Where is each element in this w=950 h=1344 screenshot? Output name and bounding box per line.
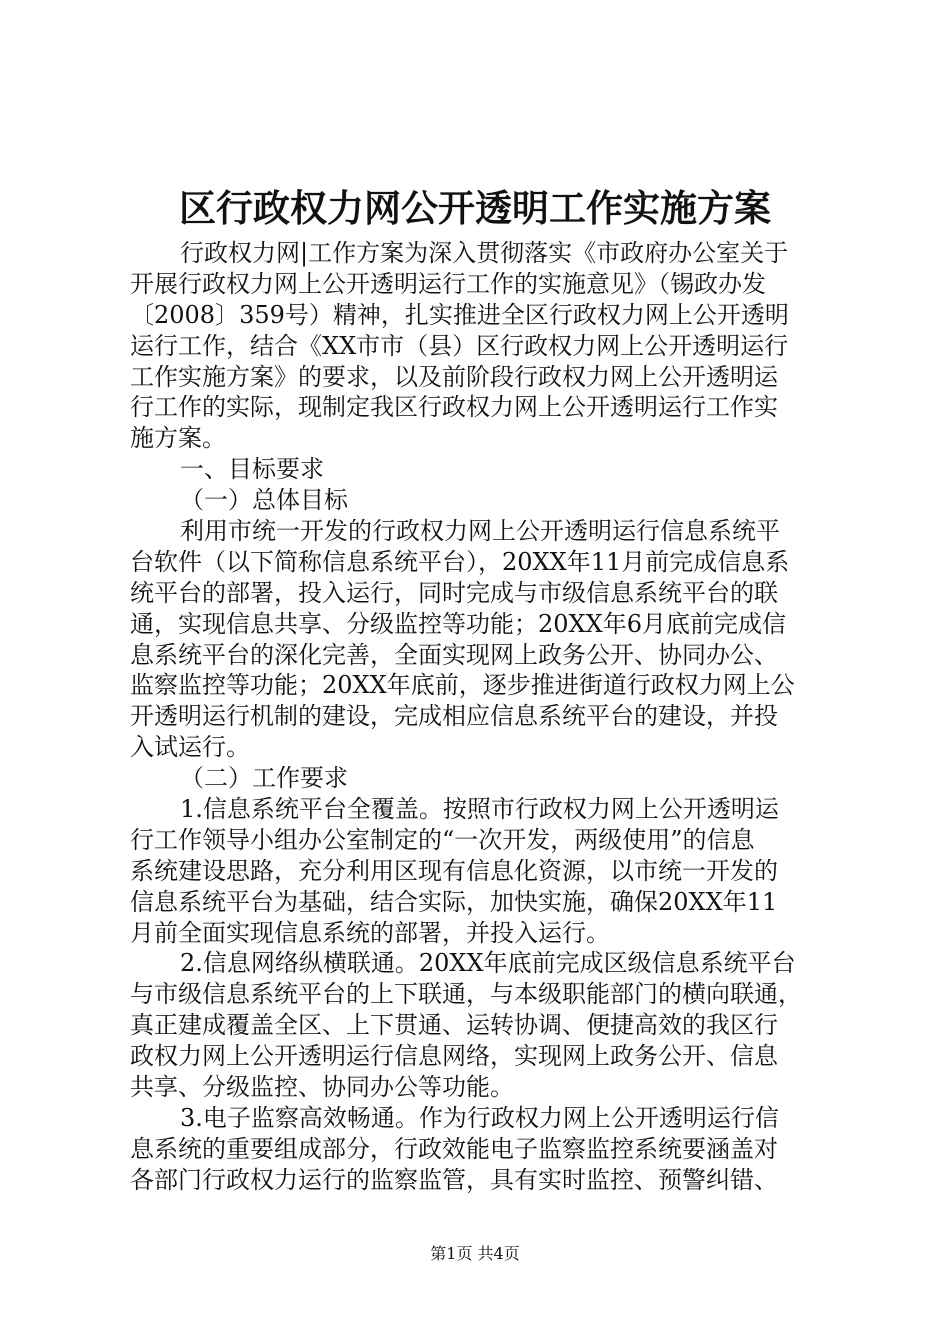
paragraph-line: 各部门行政权力运行的监察监管，具有实时监控、预警纠错、 xyxy=(130,1165,778,1194)
subsection-heading: （一）总体目标 xyxy=(180,486,348,515)
paragraph-line: 行工作的实际，现制定我区行政权力网上公开透明运行工作实 xyxy=(130,393,778,422)
paragraph-line: 政权力网上公开透明运行信息网络，实现网上政务公开、信息 xyxy=(130,1042,778,1071)
paragraph-line: 利用市统一开发的行政权力网上公开透明运行信息系统平 xyxy=(180,517,780,546)
paragraph-line: 共享、分级监控、协同办公等功能。 xyxy=(130,1073,514,1102)
paragraph-line: 行工作领导小组办公室制定的“一次开发，两级使用”的信息 xyxy=(130,825,755,854)
paragraph-line: 开透明运行机制的建设，完成相应信息系统平台的建设，并投 xyxy=(130,702,778,731)
paragraph-line: 2.信息网络纵横联通。20XX年底前完成区级信息系统平台 xyxy=(180,949,796,978)
paragraph-line: 息系统平台的深化完善，全面实现网上政务公开、协同办公、 xyxy=(130,640,778,669)
subsection-heading: （二）工作要求 xyxy=(180,764,348,793)
page-number-footer: 第1页 共4页 xyxy=(430,1244,520,1263)
paragraph-line: 月前全面实现信息系统的部署，并投入运行。 xyxy=(130,918,610,947)
paragraph-line: 行政权力网|工作方案为深入贯彻落实《市政府办公室关于 xyxy=(180,239,789,267)
document-body xyxy=(130,238,830,1196)
paragraph-line: 息系统的重要组成部分，行政效能电子监察监控系统要涵盖对 xyxy=(130,1134,778,1163)
paragraph-line: 工作实施方案》的要求，以及前阶段行政权力网上公开透明运 xyxy=(130,362,778,391)
paragraph-line: 真正建成覆盖全区、上下贯通、运转协调、便捷高效的我区行 xyxy=(130,1011,778,1040)
paragraph-line: 运行工作，结合《XX市市（县）区行政权力网上公开透明运行 xyxy=(130,331,789,360)
paragraph-line: 通，实现信息共享、分级监控等功能；20XX年6月底前完成信 xyxy=(130,609,786,638)
paragraph-line: 与市级信息系统平台的上下联通，与本级职能部门的横向联通， xyxy=(130,980,802,1009)
paragraph-line: 3.电子监察高效畅通。作为行政权力网上公开透明运行信 xyxy=(180,1103,779,1132)
paragraph-line: 统平台的部署，投入运行，同时完成与市级信息系统平台的联 xyxy=(130,578,778,607)
paragraph-line: 1.信息系统平台全覆盖。按照市行政权力网上公开透明运 xyxy=(180,795,779,824)
section-heading: 一、目标要求 xyxy=(180,455,324,484)
paragraph-line: 信息系统平台为基础，结合实际，加快实施，确保20XX年11 xyxy=(130,887,778,916)
paragraph-line: 施方案。 xyxy=(130,424,226,453)
document-title: 区行政权力网公开透明工作实施方案 xyxy=(179,186,771,230)
paragraph-line: 开展行政权力网上公开透明运行工作的实施意见》（锡政办发 xyxy=(130,269,766,298)
paragraph-line: 〔2008〕359号）精神，扎实推进全区行政权力网上公开透明 xyxy=(130,300,789,329)
paragraph-line: 台软件（以下简称信息系统平台），20XX年11月前完成信息系 xyxy=(130,547,790,576)
paragraph-line: 监察监控等功能；20XX年底前，逐步推进街道行政权力网上公 xyxy=(130,671,795,700)
paragraph-line: 入试运行。 xyxy=(130,733,250,762)
paragraph-line: 系统建设思路，充分利用区现有信息化资源，以市统一开发的 xyxy=(130,856,778,885)
